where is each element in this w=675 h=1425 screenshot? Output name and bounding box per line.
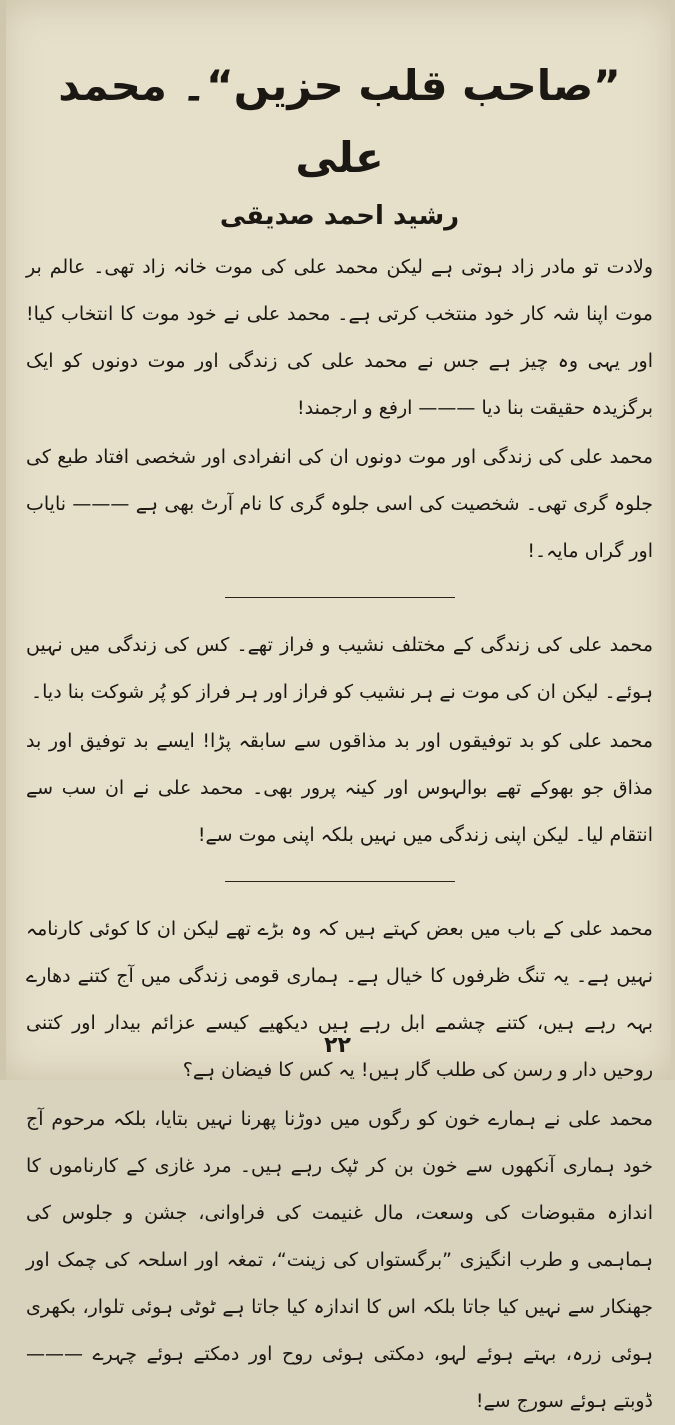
- section3-paragraph-1: محمد علی کے باب میں بعض کہتے ہیں کہ وہ بڑے تھے لیکن ان کا کوئی کارنامہ نہیں ہے۔ یہ تنگ ظرفوں کا خیال ہے۔ ہماری قومی زندگی میں آج کتنے دھارے بہہ رہے ہیں، کتنے چشمے ابل رہے ہیں دیکھیے کیسے عزائم بیدار اور کتنی روحیں دار و رسن کی طلب گار ہیں! یہ کس کا فیضان ہے؟: [26, 918, 653, 1081]
- article-author: رشید احمد صدیقی: [219, 201, 460, 231]
- section3-paragraph-2: محمد علی نے ہمارے خون کو رگوں میں دوڑنا پھرنا نہیں بتایا، بلکہ مرحوم آج خود ہماری آنکھوں سے خون بن کر ٹپک رہے ہیں۔ مرد غازی کے کارناموں کا اندازہ مقبوضات کی وسعت، مال غنیمت کی فراوانی، جشن و جلوس کی ہماہمی و طرب انگیزی ”برگستواں کی زینت“، تمغہ اور اسلحہ کی چمک اور جھنکار سے نہیں کیا جاتا بلکہ اس کا اندازہ کیا جاتا ہے ٹوٹی ہوئی تلوار، بکھری ہوئی زرہ، بہتے ہوئے لہو، دمکتی ہوئی روح اور دمکتے ہوئے چہرے ——— ڈوبتے ہوئے سورج سے!: [26, 1108, 653, 1412]
- section-divider-2: [225, 881, 455, 882]
- section1-paragraph-1: ولادت تو مادر زاد ہوتی ہے لیکن محمد علی کی موت خانہ زاد تھی۔ عالم بر موت اپنا شہ کار خود منتخب کرتی ہے۔ محمد علی نے خود موت کا انتخاب کیا! اور یہی وہ چیز ہے جس نے محمد علی کی زندگی اور موت دونوں کو ایک برگزیدہ حقیقت بنا دیا ——— ارفع و ارجمند!: [26, 256, 653, 419]
- section-divider-1: [225, 597, 455, 598]
- page-number: ۲۲: [324, 1033, 351, 1058]
- section2-paragraph-1: محمد علی کی زندگی کے مختلف نشیب و فراز تھے۔ کس کی زندگی میں نہیں ہوئے۔ لیکن ان کی موت نے ہر نشیب کو فراز اور ہر فراز کو پُر شوکت بنا دیا۔: [26, 634, 653, 703]
- article: [26, 50, 653, 1425]
- article-title: ”صاحب قلب حزیں“۔ محمد علی: [58, 61, 621, 182]
- section2-paragraph-2: محمد علی کو بد توفیقوں اور بد مذاقوں سے سابقہ پڑا! ایسے بد توفیق اور بد مذاق جو بھوکے تھے بوالہوس اور کینہ پرور بھی۔ محمد علی نے ان سب سے انتقام لیا۔ لیکن اپنی زندگی میں نہیں بلکہ اپنی موت سے!: [26, 730, 653, 846]
- section1-paragraph-2: محمد علی کی زندگی اور موت دونوں ان کی انفرادی اور شخصی افتاد طبع کی جلوہ گری تھی۔ شخصیت کی اسی جلوہ گری کا نام آرٹ بھی ہے ——— نایاب اور گراں مایہ۔!: [26, 446, 653, 562]
